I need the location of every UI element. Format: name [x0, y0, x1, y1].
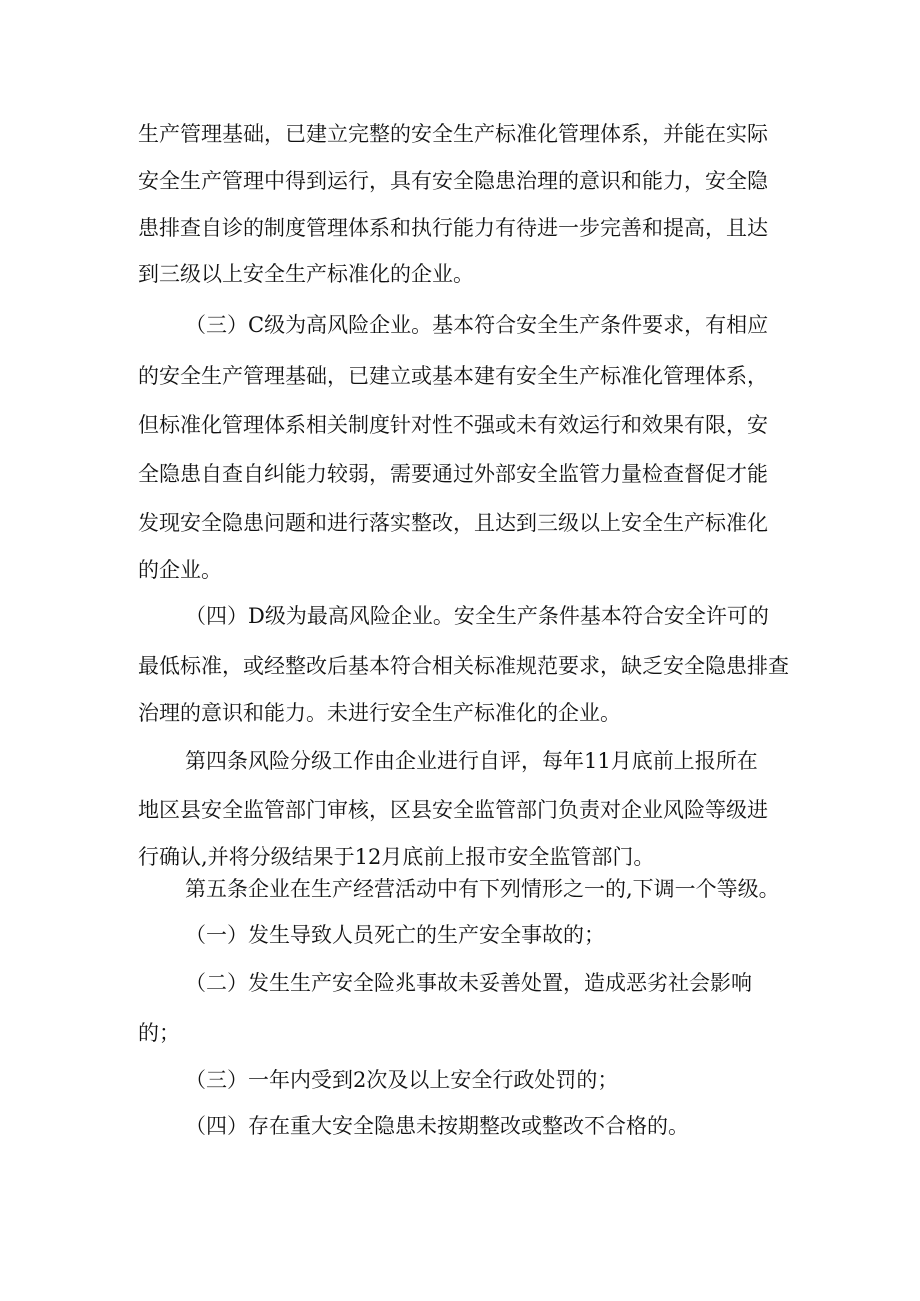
text-line: 但标准化管理体系相关制度针对性不强或未有效运行和效果有限，安 [138, 413, 768, 437]
text-line: 全隐患自查自纠能力较弱，需要通过外部安全监管力量检查督促才能 [138, 462, 768, 486]
text-line: （三）C级为高风险企业。基本符合安全生产条件要求，有相应 [185, 313, 769, 337]
list-item: （二）发生生产安全险兆事故未妥善处置，造成恶劣社会影响 [185, 971, 752, 995]
text-line: （四）D级为最高风险企业。安全生产条件基本符合安全许可的 [185, 604, 769, 628]
list-item: （三）一年内受到2次及以上安全行政处罚的； [185, 1068, 619, 1092]
list-item: 的； [138, 1021, 180, 1045]
text-line: 患排查自诊的制度管理体系和执行能力有待进一步完善和提高，且达 [138, 216, 768, 240]
text-line: 到三级以上安全生产标准化的企业。 [138, 262, 474, 286]
list-item: （一）发生导致人员死亡的生产安全事故的； [185, 923, 605, 947]
text-line: 的企业。 [138, 558, 222, 582]
text-line: 最低标准，或经整改后基本符合相关标准规范要求，缺乏安全隐患排查 [138, 654, 789, 678]
text-line: 第五条企业在生产经营活动中有下列情形之一的,下调一个等级。 [185, 877, 780, 901]
text-line: 发现安全隐患问题和进行落实整改，且达到三级以上安全生产标准化 [138, 511, 768, 535]
text-line: 第四条风险分级工作由企业进行自评，每年11月底前上报所在 [185, 749, 758, 773]
text-line: 治理的意识和能力。未进行安全生产标准化的企业。 [138, 701, 621, 725]
text-line: 行确认,并将分级结果于12月底前上报市安全监管部门。 [138, 845, 655, 869]
text-line: 安全生产管理中得到运行，具有安全隐患治理的意识和能力，安全隐 [138, 169, 768, 193]
text-line: 的安全生产管理基础，已建立或基本建有安全生产标准化管理体系， [138, 364, 768, 388]
text-line: 地区县安全监管部门审核，区县安全监管部门负责对企业风险等级进 [138, 798, 768, 822]
list-item: （四）存在重大安全隐患未按期整改或整改不合格的。 [185, 1114, 689, 1138]
text-line: 生产管理基础，已建立完整的安全生产标准化管理体系，并能在实际 [138, 122, 768, 146]
